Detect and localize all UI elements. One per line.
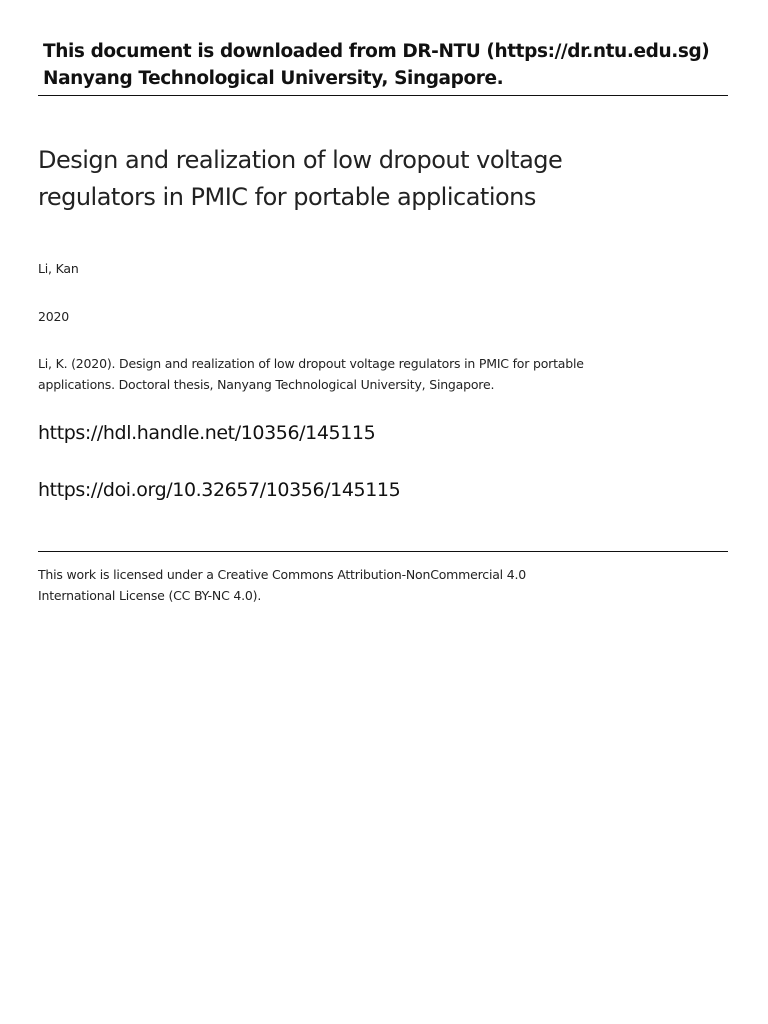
section-divider: [38, 551, 728, 552]
handle-link[interactable]: https://hdl.handle.net/10356/145115: [38, 422, 376, 444]
doi-link[interactable]: https://doi.org/10.32657/10356/145115: [38, 479, 401, 501]
title-line-1: Design and realization of low dropout voltage: [38, 146, 563, 174]
license-line-1: This work is licensed under a Creative Commons Attribution-NonCommercial 4.0: [38, 567, 527, 582]
title-line-2: regulators in PMIC for portable applications: [38, 183, 536, 211]
citation-text: [38, 353, 678, 395]
publication-year: 2020: [38, 309, 70, 324]
license-line-2: International License (CC BY-NC 4.0).: [38, 588, 262, 603]
citation-line-2: applications. Doctoral thesis, Nanyang Technological University, Singapore.: [38, 377, 495, 392]
author-name: Li, Kan: [38, 261, 79, 276]
repository-banner: [38, 38, 728, 96]
banner-source-line: This document is downloaded from DR-NTU (https://dr.ntu.edu.sg): [43, 41, 710, 62]
document-title: [38, 142, 728, 216]
citation-line-1: Li, K. (2020). Design and realization of low dropout voltage regulators in PMIC for portable: [38, 356, 584, 371]
license-notice: [38, 564, 598, 606]
banner-institution-line: Nanyang Technological University, Singapore.: [43, 68, 504, 89]
